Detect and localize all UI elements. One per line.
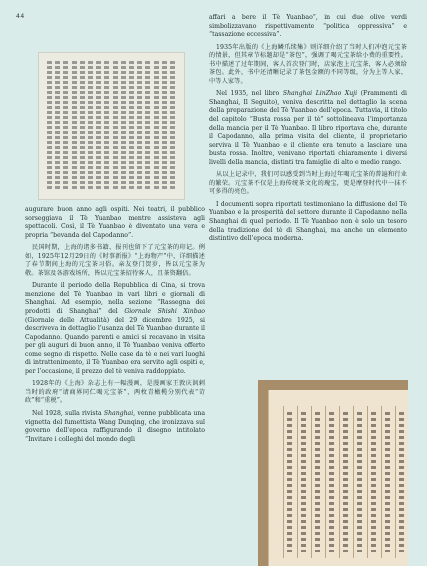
book-text-column <box>315 412 320 552</box>
book-page <box>268 390 408 566</box>
book-text-column <box>287 412 292 552</box>
book-page-rule <box>325 406 326 558</box>
paragraph-zh-3: 1935年出版的《上海鳞爪续集》则详细介绍了当时人们冲泡元宝茶的情景，但其章节标题却是“茶包”，强调了喝元宝茶给小费的重要性。书中描述了过年期间，客人首次登门时，店家泡上元宝茶，客人必须给茶包。此外，书中还清晰记录了茶包金额的不同等级，分为上等人家、中等人家等。 <box>209 43 407 85</box>
newspaper-text-column <box>63 61 68 191</box>
newspaper-text-column <box>170 61 175 191</box>
book-text-column <box>371 412 376 552</box>
book-text-column <box>385 412 390 552</box>
newspaper-text-column <box>129 61 134 191</box>
newspaper-text-column <box>145 61 150 191</box>
book-page-rule <box>311 406 312 558</box>
book-page-rule <box>395 406 396 558</box>
newspaper-text-column <box>72 61 77 191</box>
page-number: 44 <box>16 13 25 20</box>
paragraph-it-3: Nel 1928, sulla rivista Shanghai, venne pubblicata una vignetta del fumettista Wang Dunqing, che ironizzava sul governo dell’epoca raffigurando il disegno intitolato “Invitare i colleghi del mondo degli <box>25 410 205 443</box>
book-text-column <box>301 412 306 552</box>
book-text-column <box>399 412 404 552</box>
paragraph-zh-4: 从以上记录中，我们可以感受到当时上海过年喝元宝茶的普遍和行业的繁荣。元宝茶不仅是上海传统茶文化的瑰宝，更是摩登时代中一抹不可多得的亮色。 <box>209 171 407 196</box>
newspaper-text-column <box>162 61 167 191</box>
book-page-rule <box>283 406 284 558</box>
newspaper-text-column <box>80 61 85 191</box>
paragraph-it-5: Nel 1935, nel libro Shanghai LinZhao Xuji (Frammenti di Shanghai, Il Seguito), veniva descritta nel dettaglio la scena della preparazione del Tè Yuanbao dell’epoca. Tuttavia, il titolo del capitolo “Busta rossa per il tè” sottolineava l’importanza della mancia per il Tè Yuanbao. Il libro riportava che, durante il Capodanno, alla prima visita del cliente, il proprietario serviva il Tè Yuanbao e il cliente era tenuto a lasciare una busta rossa. Inoltre, venivano riportati chiaramente i diversi livelli della mancia, distinti tra famiglie di alto e medio rango. <box>209 90 408 166</box>
newspaper-text-column <box>88 61 93 191</box>
book-page-rule <box>367 406 368 558</box>
book-page-rule <box>353 406 354 558</box>
newspaper-text-column <box>154 61 159 191</box>
paragraph-it-2: Durante il periodo della Repubblica di Cina, si trova menzione del Tè Yuanbao in vari libri e giornali di Shanghai. Ad esempio, nella sezione “Rassegna dei prodotti di Shanghai” del Giornale Shishi Xinbao (Giornale delle Attualità) del 29 dicembre 1925, si descriveva in dettaglio l’usanza del Tè Yuanbao durante il Capodanno. Quando parenti e amici si recavano in visita per gli auguri di buon anno, il Tè Yuanbao veniva offerto come segno di rispetto. Nelle case da tè e nei vari luoghi di intrattenimento, il Tè Yuanbao era servito agli ospiti e, per l’occasione, il prezzo del tè veniva raddoppiato. <box>25 282 205 375</box>
paragraph-it-1: augurare buon anno agli ospiti. Nei teatri, il pubblico sorseggiava il Tè Yuanbao mentre assisteva agli spettacoli. Così, il Tè Yuanbao è diventato una vera e propria “bevanda del Capodanno”. <box>25 206 205 239</box>
book-text-column <box>329 412 334 552</box>
paragraph-zh-2: 1928年的《上海》杂志上有一幅漫画，是漫画家王敦庆讽刺当时的政府“请商界同仁喝元宝茶”，两枚青橄榄分别代表“苛政”和“重税”。 <box>25 380 205 405</box>
book-page-rule <box>339 406 340 558</box>
newspaper-clipping-photo <box>38 52 185 200</box>
newspaper-text-column <box>104 61 109 191</box>
right-text-column <box>209 14 407 246</box>
book-text-column <box>357 412 362 552</box>
book-page-rule <box>297 406 298 558</box>
newspaper-text-column <box>113 61 118 191</box>
newspaper-text-column <box>121 61 126 191</box>
book-text-column <box>343 412 348 552</box>
newspaper-text-column <box>96 61 101 191</box>
old-book-page-photo <box>258 380 408 566</box>
paragraph-zh-1: 民国时期，上海的诸多书籍、报刊也留下了元宝茶的印记。例如，1925年12月29日的《时事新报》“上海物产”中，详细描述了春节期间上海的元宝茶习俗。亲友登门贺岁，皆以元宝茶为敬。茶馆及各游戏场所，皆以元宝茶招待客人，且茶资翻倍。 <box>25 244 205 277</box>
newspaper-text-column <box>47 61 52 191</box>
newspaper-text-column <box>55 61 60 191</box>
paragraph-it-4: affari a bere il Tè Yuanbao”, in cui due olive verdi simbolizzavano rispettivamente “politica oppressiva” e “tassazione eccessiva”. <box>209 14 407 39</box>
newspaper-text-column <box>137 61 142 191</box>
paragraph-it-6: I documenti sopra riportati testimoniano la diffusione del Tè Yuanbao e la prosperità del settore durante il Capodanno nella Shanghai di quel periodo. Il Tè Yuanbao non è solo un tesoro della tradizione del tè di Shanghai, ma anche un elemento distintivo dell’epoca moderna. <box>209 200 407 243</box>
left-text-column <box>25 206 205 446</box>
book-page-rule <box>381 406 382 558</box>
